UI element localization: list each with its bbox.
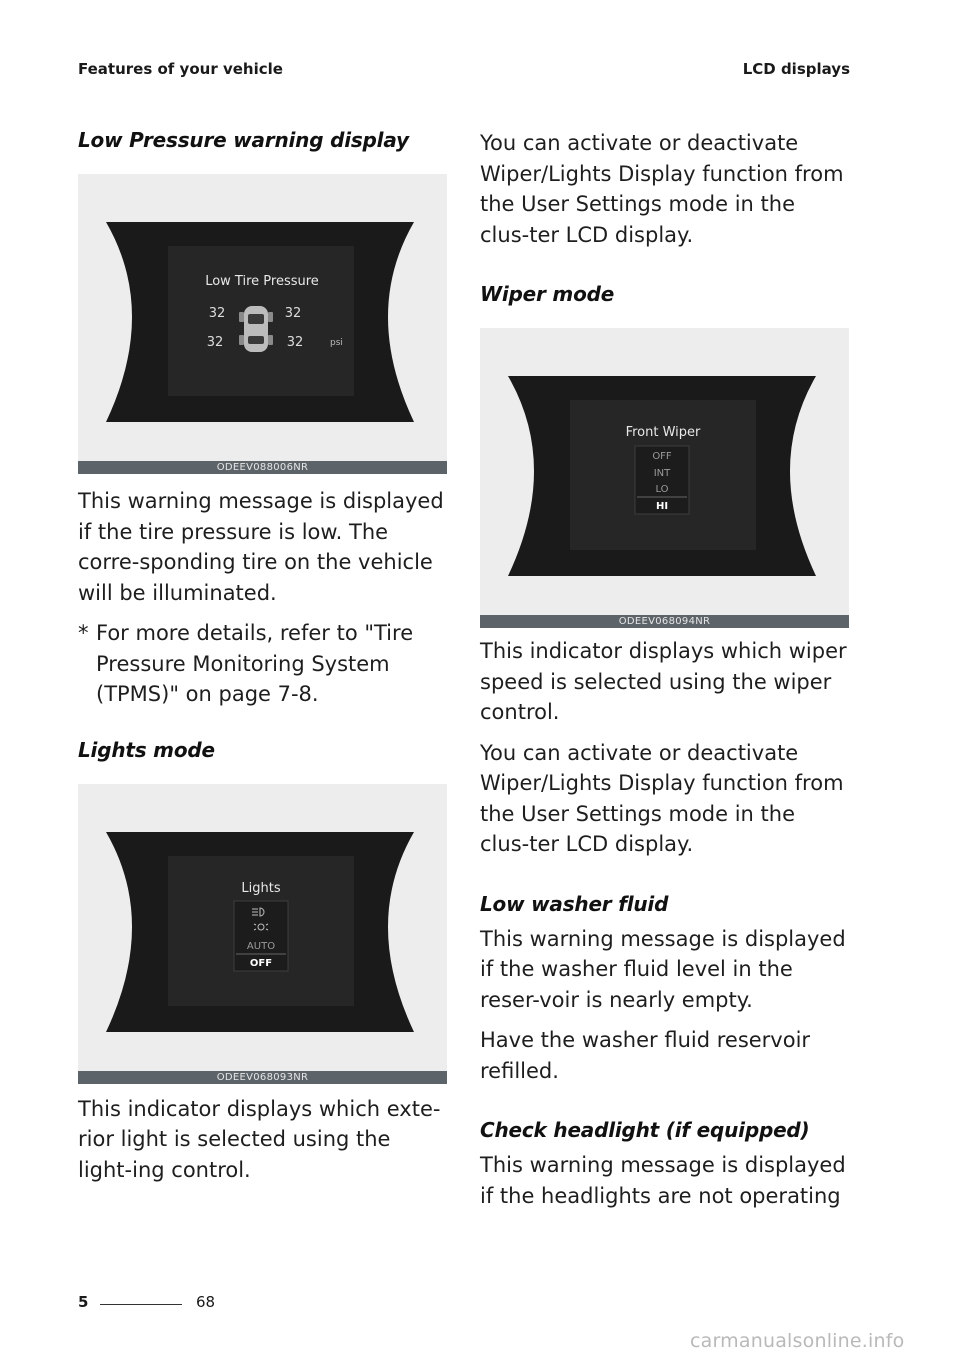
- lights-mode-figure: [78, 784, 447, 1084]
- note-text: For more details, refer to "Tire Pressure Monitoring System (TPMS)" on page 7-8.: [96, 621, 414, 706]
- wiper-mode-figure: [480, 328, 849, 628]
- wiper-settings-note: You can activate or deactivate Wiper/Lights Display function from the User Settings mode in the clus-ter LCD display.: [480, 740, 844, 856]
- low-pressure-heading: Low Pressure warning display: [78, 128, 409, 152]
- check-headlight-description: This warning message is displayed if the headlights are not operating: [480, 1153, 846, 1208]
- cluster-lcd-screen: [480, 328, 849, 615]
- lcd-title: Low Tire Pressure: [205, 274, 319, 289]
- wiper-mode-description: This indicator displays which wiper speed is selected using the wiper control.: [480, 639, 847, 724]
- wiper-mode-heading: Wiper mode: [480, 282, 615, 306]
- wiper-option-lo: LO: [655, 484, 669, 495]
- car-top-view-icon: [239, 306, 273, 352]
- running-header-section: Features of your vehicle: [78, 60, 283, 78]
- tire-pressure-rear-left: 32: [206, 335, 224, 350]
- lights-option-auto: AUTO: [246, 940, 276, 952]
- tire-pressure-front-left: 32: [208, 306, 226, 321]
- low-washer-action: Have the washer fluid reservoir refilled.: [480, 1028, 811, 1083]
- running-header-topic: LCD displays: [742, 60, 850, 78]
- wiper-option-int: INT: [653, 468, 671, 479]
- lcd-title: Front Wiper: [625, 425, 701, 440]
- settings-intro: You can activate or deactivate Wiper/Lights Display function from the User Settings mode in the clus-ter LCD display.: [480, 131, 844, 247]
- note-asterisk: *: [78, 621, 89, 645]
- figure-caption: ODEEV088006NR: [78, 461, 447, 474]
- tire-pressure-rear-right: 32: [286, 335, 304, 350]
- tire-pressure-front-right: 32: [284, 306, 302, 321]
- low-tire-pressure-figure: [78, 174, 447, 474]
- cluster-lcd-screen: [78, 784, 447, 1071]
- chapter-number: 5: [78, 1293, 89, 1311]
- right-column: [480, 128, 850, 1211]
- left-column: [78, 128, 448, 1185]
- figure-caption: ODEEV068094NR: [480, 615, 849, 628]
- pressure-unit: psi: [330, 338, 343, 348]
- low-washer-heading: Low washer fluid: [480, 891, 669, 916]
- tpms-reference-note: [78, 618, 448, 710]
- footer-rule: [100, 1304, 182, 1305]
- lights-option-off-selected: OFF: [249, 957, 273, 969]
- low-washer-description: This warning message is displayed if the washer fluid level in the reser-voir is nearly empty.: [480, 926, 846, 1012]
- low-pressure-description: This warning message is displayed if the tire pressure is low. The corre-sponding tire on the vehicle will be illuminated.: [78, 489, 444, 605]
- cluster-lcd-screen: [78, 174, 447, 461]
- wiper-option-hi-selected: HI: [655, 501, 669, 512]
- figure-caption: ODEEV068093NR: [78, 1071, 447, 1084]
- watermark: carmanualsonline.info: [690, 1330, 905, 1352]
- page-number: 68: [196, 1293, 216, 1311]
- lcd-title: Lights: [241, 880, 281, 896]
- check-headlight-heading: Check headlight (if equipped): [480, 1118, 810, 1142]
- lights-mode-description: This indicator displays which exte-rior light is selected using the light-ing control.: [78, 1096, 441, 1182]
- lights-mode-heading: Lights mode: [78, 737, 215, 762]
- wiper-option-off: OFF: [652, 451, 672, 462]
